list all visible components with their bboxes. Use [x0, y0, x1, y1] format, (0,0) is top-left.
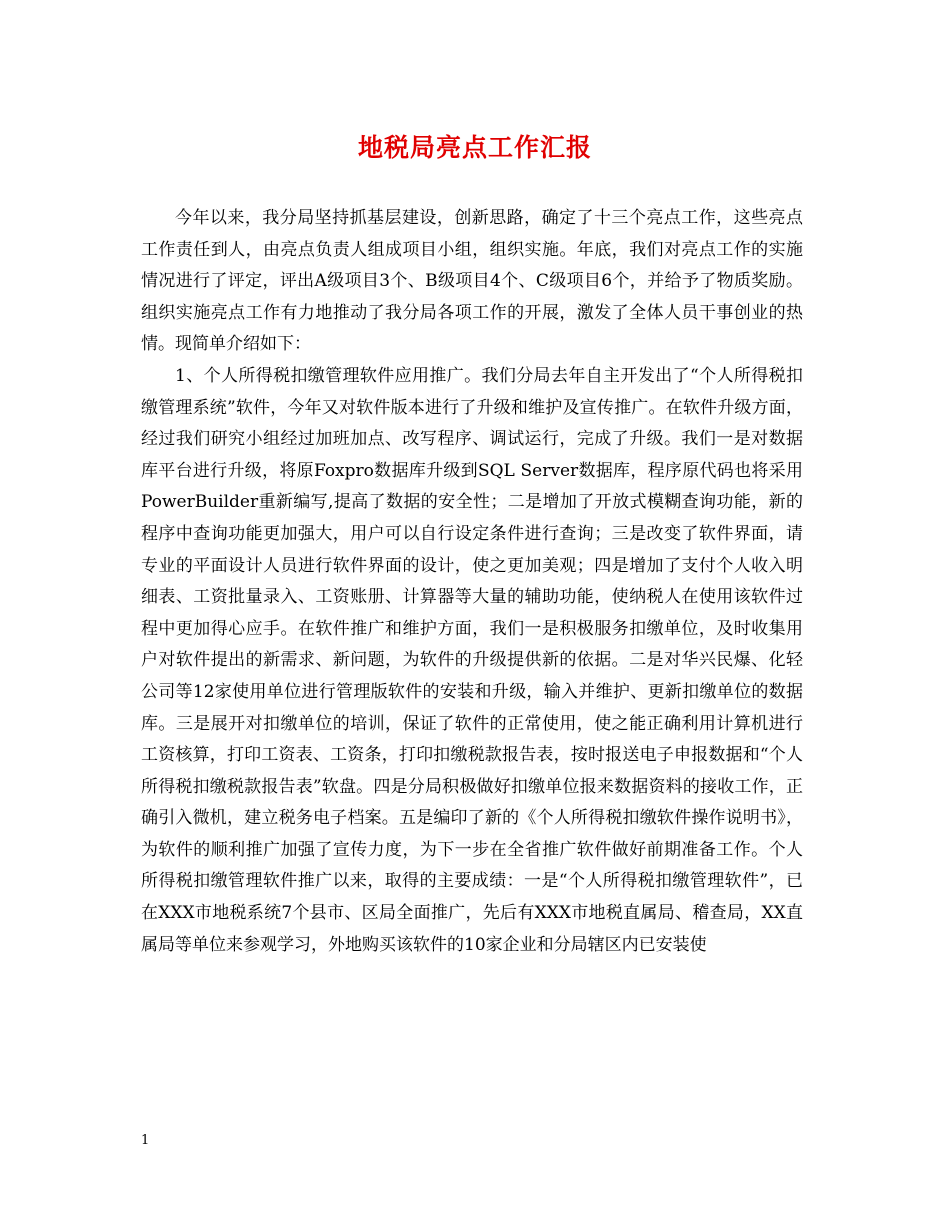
page-number: 1 — [141, 1133, 150, 1148]
paragraph-item-1: 1、个人所得税扣缴管理软件应用推广。我们分局去年自主开发出了“个人所得税扣缴管理系统”软件，今年又对软件版本进行了升级和维护及宣传推广。在软件升级方面，经过我们研究小组经过加班加点、改写程序、调试运行，完成了升级。我们一是对数据库平台进行升级，将原Foxpro数据库升级到SQL Server数据库，程序原代码也将采用PowerBuilder重新编写,提高了数据的安全性；二是增加了开放式模糊查询功能，新的程序中查询功能更加强大，用户可以自行设定条件进行查询；三是改变了软件界面，请专业的平面设计人员进行软件界面的设计，使之更加美观；四是增加了支付个人收入明细表、工资批量录入、工资账册、计算器等大量的辅助功能，使纳税人在使用该软件过程中更加得心应手。在软件推广和维护方面，我们一是积极服务扣缴单位，及时收集用户对软件提出的新需求、新问题，为软件的升级提供新的依据。二是对华兴民爆、化轻公司等12家使用单位进行管理版软件的安装和升级，输入并维护、更新扣缴单位的数据库。三是展开对扣缴单位的培训，保证了软件的正常使用，使之能正确利用计算机进行工资核算，打印工资表、工资条，打印扣缴税款报告表，按时报送电子申报数据和“个人所得税扣缴税款报告表”软盘。四是分局积极做好扣缴单位报来数据资料的接收工作，正确引入微机，建立税务电子档案。五是编印了新的《个人所得税扣缴软件操作说明书》，为软件的顺利推广加强了宣传力度，为下一步在全省推广软件做好前期准备工作。个人所得税扣缴管理软件推广以来，取得的主要成绩：一是“个人所得税扣缴管理软件”，已在XXX市地税系统7个县市、区局全面推广，先后有XXX市地税直属局、稽查局，XX直属局等单位来参观学习，外地购买该软件的10家企业和分局辖区内已安装使 — [141, 365, 803, 955]
paragraph-intro: 今年以来，我分局坚持抓基层建设，创新思路，确定了十三个亮点工作，这些亮点工作责任到人，由亮点负责人组成项目小组，组织实施。年底，我们对亮点工作的实施情况进行了评定，评出A级项目3个、B级项目4个、C级项目6个，并给予了物质奖励。组织实施亮点工作有力地推动了我分局各项工作的开展，激发了全体人员干事创业的热情。现简单介绍如下： — [141, 208, 803, 355]
document-body — [141, 203, 803, 961]
page-title: 地税局亮点工作汇报 — [357, 133, 592, 162]
